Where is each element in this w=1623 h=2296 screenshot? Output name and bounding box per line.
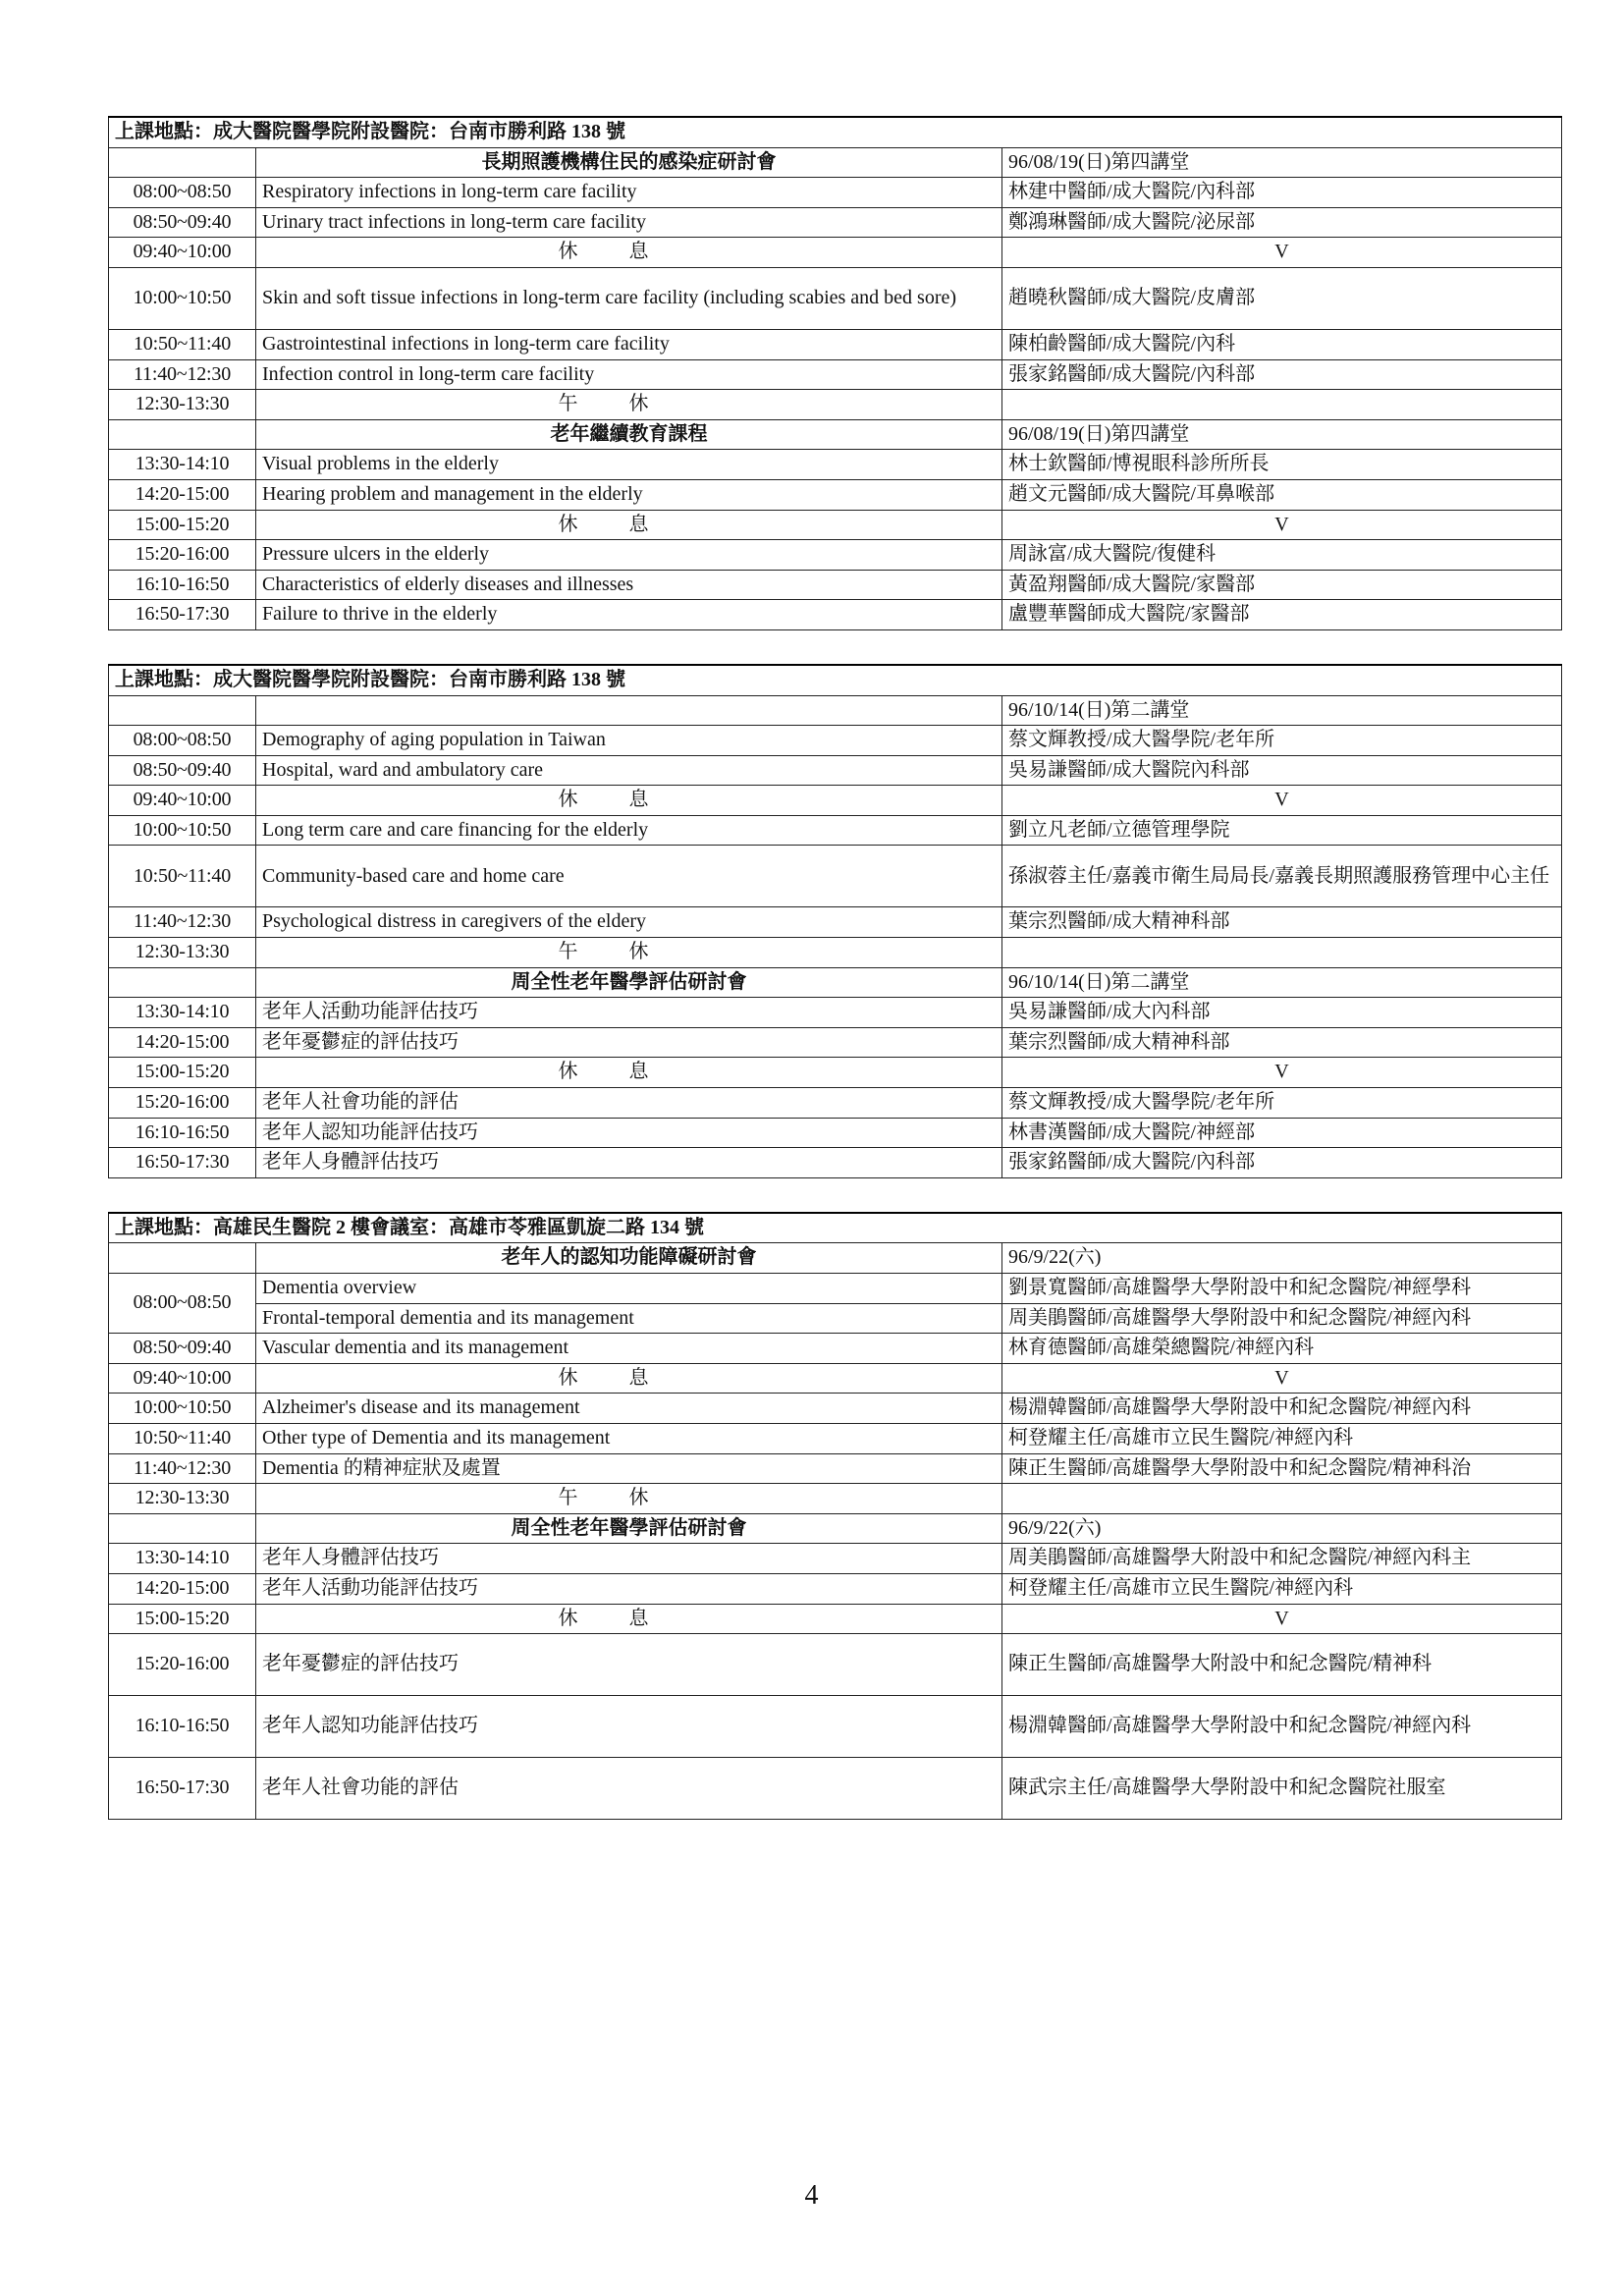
location-row xyxy=(109,665,1562,695)
section-spacer xyxy=(109,1177,1562,1213)
lecture-topic: 老年人社會功能的評估 xyxy=(256,1758,1002,1820)
time-slot: 13:30-14:10 xyxy=(109,450,256,480)
speaker-name: 周詠富/成大醫院/復健科 xyxy=(1002,540,1562,571)
session-title: 周全性老年醫學評估研討會 xyxy=(256,967,1002,998)
lecture-row xyxy=(109,1274,1562,1304)
lecture-row xyxy=(109,1696,1562,1758)
time-slot: 15:20-16:00 xyxy=(109,1088,256,1119)
lecture-topic: Hearing problem and management in the elderly xyxy=(256,479,1002,510)
break-speaker-mark xyxy=(1002,938,1562,968)
break-row xyxy=(109,1058,1562,1088)
spacer-cell xyxy=(109,1177,1562,1213)
lecture-row xyxy=(109,1544,1562,1574)
speaker-name: 陳柏齡醫師/成大醫院/內科 xyxy=(1002,329,1562,359)
speaker-name: 楊淵韓醫師/高雄醫學大學附設中和紀念醫院/神經內科 xyxy=(1002,1394,1562,1424)
lecture-topic: Gastrointestinal infections in long-term care facility xyxy=(256,329,1002,359)
speaker-name: 蔡文輝教授/成大醫學院/老年所 xyxy=(1002,726,1562,756)
break-label: 休息 xyxy=(256,1363,1002,1394)
break-speaker-mark xyxy=(1002,390,1562,420)
lecture-topic: 老年憂鬱症的評估技巧 xyxy=(256,1634,1002,1696)
section-spacer xyxy=(109,629,1562,665)
time-slot: 09:40~10:00 xyxy=(109,786,256,816)
time-slot: 15:20-16:00 xyxy=(109,540,256,571)
lecture-topic: 老年人活動功能評估技巧 xyxy=(256,1573,1002,1604)
speaker-name: 劉立凡老師/立德管理學院 xyxy=(1002,815,1562,846)
session-header-row xyxy=(109,1513,1562,1544)
lecture-topic: 老年人身體評估技巧 xyxy=(256,1544,1002,1574)
session-header-time-cell xyxy=(109,419,256,450)
lecture-row xyxy=(109,1573,1562,1604)
time-slot: 12:30-13:30 xyxy=(109,390,256,420)
lecture-topic: Frontal-temporal dementia and its management xyxy=(256,1303,1002,1334)
session-header-row xyxy=(109,419,1562,450)
time-slot: 13:30-14:10 xyxy=(109,998,256,1028)
time-slot: 08:00~08:50 xyxy=(109,726,256,756)
break-speaker-mark: V xyxy=(1002,238,1562,268)
session-header-row xyxy=(109,695,1562,726)
lecture-row xyxy=(109,540,1562,571)
session-title: 長期照護機構住民的感染症研討會 xyxy=(256,147,1002,178)
time-slot: 16:50-17:30 xyxy=(109,1758,256,1820)
lecture-row xyxy=(109,1423,1562,1453)
speaker-name: 張家銘醫師/成大醫院/內科部 xyxy=(1002,359,1562,390)
lecture-topic: Urinary tract infections in long-term care facility xyxy=(256,207,1002,238)
time-slot: 16:50-17:30 xyxy=(109,600,256,630)
break-row xyxy=(109,786,1562,816)
spacer-cell xyxy=(109,629,1562,665)
session-date: 96/08/19(日)第四講堂 xyxy=(1002,147,1562,178)
break-label: 休息 xyxy=(256,786,1002,816)
session-header-row xyxy=(109,967,1562,998)
time-slot: 10:00~10:50 xyxy=(109,815,256,846)
break-speaker-mark: V xyxy=(1002,1604,1562,1634)
break-row xyxy=(109,1484,1562,1514)
time-slot: 09:40~10:00 xyxy=(109,238,256,268)
session-date: 96/10/14(日)第二講堂 xyxy=(1002,695,1562,726)
lecture-row xyxy=(109,726,1562,756)
session-header-time-cell xyxy=(109,1513,256,1544)
time-slot: 15:00-15:20 xyxy=(109,1604,256,1634)
break-label: 午休 xyxy=(256,390,1002,420)
time-slot: 10:50~11:40 xyxy=(109,846,256,907)
time-slot: 14:20-15:00 xyxy=(109,1027,256,1058)
page-number: 4 xyxy=(804,2180,819,2211)
speaker-name: 陳正生醫師/高雄醫學大學附設中和紀念醫院/精神科治 xyxy=(1002,1453,1562,1484)
session-date: 96/10/14(日)第二講堂 xyxy=(1002,967,1562,998)
break-speaker-mark: V xyxy=(1002,510,1562,540)
lecture-topic: Demography of aging population in Taiwan xyxy=(256,726,1002,756)
lecture-row xyxy=(109,207,1562,238)
session-header-time-cell xyxy=(109,147,256,178)
lecture-topic: 老年憂鬱症的評估技巧 xyxy=(256,1027,1002,1058)
location-row xyxy=(109,117,1562,147)
speaker-name: 盧豐華醫師成大醫院/家醫部 xyxy=(1002,600,1562,630)
speaker-name: 林書漢醫師/成大醫院/神經部 xyxy=(1002,1118,1562,1148)
location-text: 上課地點：高雄民生醫院 2 樓會議室：高雄市苓雅區凱旋二路 134 號 xyxy=(109,1213,1562,1243)
lecture-row xyxy=(109,570,1562,600)
lecture-row xyxy=(109,1634,1562,1696)
lecture-topic: 老年人認知功能評估技巧 xyxy=(256,1696,1002,1758)
lecture-topic: Hospital, ward and ambulatory care xyxy=(256,755,1002,786)
lecture-topic: 老年人身體評估技巧 xyxy=(256,1148,1002,1178)
session-title: 老年人的認知功能障礙研討會 xyxy=(256,1243,1002,1274)
lecture-row xyxy=(109,998,1562,1028)
lecture-topic: Infection control in long-term care facility xyxy=(256,359,1002,390)
lecture-row xyxy=(109,178,1562,208)
lecture-topic: 老年人認知功能評估技巧 xyxy=(256,1118,1002,1148)
time-slot: 10:00~10:50 xyxy=(109,1394,256,1424)
lecture-row xyxy=(109,1148,1562,1178)
lecture-row xyxy=(109,479,1562,510)
lecture-row xyxy=(109,1394,1562,1424)
break-speaker-mark xyxy=(1002,1484,1562,1514)
lecture-row xyxy=(109,846,1562,907)
time-slot: 13:30-14:10 xyxy=(109,1544,256,1574)
time-slot: 10:00~10:50 xyxy=(109,267,256,329)
lecture-topic: Dementia overview xyxy=(256,1274,1002,1304)
lecture-topic: Skin and soft tissue infections in long-term care facility (including scabies and bed sore) xyxy=(256,267,1002,329)
lecture-topic: Alzheimer's disease and its management xyxy=(256,1394,1002,1424)
break-row xyxy=(109,1604,1562,1634)
time-slot: 08:50~09:40 xyxy=(109,207,256,238)
speaker-name: 楊淵韓醫師/高雄醫學大學附設中和紀念醫院/神經內科 xyxy=(1002,1696,1562,1758)
time-slot: 15:00-15:20 xyxy=(109,510,256,540)
speaker-name: 林建中醫師/成大醫院/內科部 xyxy=(1002,178,1562,208)
time-slot: 12:30-13:30 xyxy=(109,938,256,968)
time-slot: 09:40~10:00 xyxy=(109,1363,256,1394)
time-slot: 11:40~12:30 xyxy=(109,1453,256,1484)
break-row xyxy=(109,390,1562,420)
time-slot: 08:50~09:40 xyxy=(109,1334,256,1364)
session-date: 96/9/22(六) xyxy=(1002,1243,1562,1274)
time-slot: 14:20-15:00 xyxy=(109,479,256,510)
lecture-topic: 老年人活動功能評估技巧 xyxy=(256,998,1002,1028)
session-title xyxy=(256,695,1002,726)
time-slot: 16:10-16:50 xyxy=(109,1118,256,1148)
time-slot: 12:30-13:30 xyxy=(109,1484,256,1514)
speaker-name: 柯登耀主任/高雄市立民生醫院/神經內科 xyxy=(1002,1573,1562,1604)
time-slot: 10:50~11:40 xyxy=(109,329,256,359)
course-schedule-table xyxy=(108,116,1562,1820)
location-text: 上課地點：成大醫院醫學院附設醫院：台南市勝利路 138 號 xyxy=(109,665,1562,695)
time-slot: 08:50~09:40 xyxy=(109,755,256,786)
lecture-row xyxy=(109,755,1562,786)
speaker-name: 葉宗烈醫師/成大精神科部 xyxy=(1002,907,1562,938)
lecture-row xyxy=(109,450,1562,480)
lecture-topic: Long term care and care financing for the elderly xyxy=(256,815,1002,846)
time-slot: 08:00~08:50 xyxy=(109,1274,256,1334)
break-label: 午休 xyxy=(256,938,1002,968)
speaker-name: 劉景寬醫師/高雄醫學大學附設中和紀念醫院/神經學科 xyxy=(1002,1274,1562,1304)
speaker-name: 陳正生醫師/高雄醫學大附設中和紀念醫院/精神科 xyxy=(1002,1634,1562,1696)
schedule-document xyxy=(108,116,1561,1820)
time-slot: 14:20-15:00 xyxy=(109,1573,256,1604)
time-slot: 16:10-16:50 xyxy=(109,570,256,600)
break-label: 午休 xyxy=(256,1484,1002,1514)
session-title: 老年繼續教育課程 xyxy=(256,419,1002,450)
break-speaker-mark: V xyxy=(1002,1363,1562,1394)
speaker-name: 林士欽醫師/博視眼科診所所長 xyxy=(1002,450,1562,480)
time-slot: 11:40~12:30 xyxy=(109,907,256,938)
time-slot: 15:20-16:00 xyxy=(109,1634,256,1696)
location-row xyxy=(109,1213,1562,1243)
time-slot: 08:00~08:50 xyxy=(109,178,256,208)
speaker-name: 葉宗烈醫師/成大精神科部 xyxy=(1002,1027,1562,1058)
lecture-row xyxy=(109,1334,1562,1364)
lecture-topic: Respiratory infections in long-term care facility xyxy=(256,178,1002,208)
break-label: 休息 xyxy=(256,238,1002,268)
break-label: 休息 xyxy=(256,1058,1002,1088)
break-row xyxy=(109,1363,1562,1394)
speaker-name: 吳易謙醫師/成大內科部 xyxy=(1002,998,1562,1028)
speaker-name: 趙文元醫師/成大醫院/耳鼻喉部 xyxy=(1002,479,1562,510)
speaker-name: 林育德醫師/高雄榮總醫院/神經內科 xyxy=(1002,1334,1562,1364)
time-slot: 16:50-17:30 xyxy=(109,1148,256,1178)
session-header-time-cell xyxy=(109,1243,256,1274)
lecture-topic: Visual problems in the elderly xyxy=(256,450,1002,480)
lecture-row xyxy=(109,359,1562,390)
time-slot: 10:50~11:40 xyxy=(109,1423,256,1453)
lecture-row xyxy=(109,1027,1562,1058)
lecture-topic: Vascular dementia and its management xyxy=(256,1334,1002,1364)
lecture-topic: Other type of Dementia and its management xyxy=(256,1423,1002,1453)
time-slot: 11:40~12:30 xyxy=(109,359,256,390)
speaker-name: 黃盈翔醫師/成大醫院/家醫部 xyxy=(1002,570,1562,600)
lecture-row xyxy=(109,1118,1562,1148)
lecture-topic: 老年人社會功能的評估 xyxy=(256,1088,1002,1119)
lecture-row xyxy=(109,1303,1562,1334)
speaker-name: 趙曉秋醫師/成大醫院/皮膚部 xyxy=(1002,267,1562,329)
lecture-topic: Dementia 的精神症狀及處置 xyxy=(256,1453,1002,1484)
time-slot: 15:00-15:20 xyxy=(109,1058,256,1088)
break-row xyxy=(109,938,1562,968)
session-header-time-cell xyxy=(109,695,256,726)
speaker-name: 柯登耀主任/高雄市立民生醫院/神經內科 xyxy=(1002,1423,1562,1453)
speaker-name: 吳易謙醫師/成大醫院內科部 xyxy=(1002,755,1562,786)
lecture-row xyxy=(109,1758,1562,1820)
lecture-topic: Failure to thrive in the elderly xyxy=(256,600,1002,630)
break-label: 休息 xyxy=(256,1604,1002,1634)
break-label: 休息 xyxy=(256,510,1002,540)
lecture-row xyxy=(109,815,1562,846)
speaker-name: 周美鵑醫師/高雄醫學大學附設中和紀念醫院/神經內科 xyxy=(1002,1303,1562,1334)
lecture-topic: Community-based care and home care xyxy=(256,846,1002,907)
session-header-row xyxy=(109,147,1562,178)
speaker-name: 周美鵑醫師/高雄醫學大附設中和紀念醫院/神經內科主 xyxy=(1002,1544,1562,1574)
lecture-row xyxy=(109,267,1562,329)
speaker-name: 蔡文輝教授/成大醫學院/老年所 xyxy=(1002,1088,1562,1119)
lecture-row xyxy=(109,907,1562,938)
location-text: 上課地點：成大醫院醫學院附設醫院：台南市勝利路 138 號 xyxy=(109,117,1562,147)
speaker-name: 陳武宗主任/高雄醫學大學附設中和紀念醫院社服室 xyxy=(1002,1758,1562,1820)
lecture-row xyxy=(109,1088,1562,1119)
lecture-row xyxy=(109,329,1562,359)
lecture-topic: Pressure ulcers in the elderly xyxy=(256,540,1002,571)
break-speaker-mark: V xyxy=(1002,1058,1562,1088)
break-speaker-mark: V xyxy=(1002,786,1562,816)
session-header-time-cell xyxy=(109,967,256,998)
speaker-name: 孫淑蓉主任/嘉義市衛生局局長/嘉義長期照護服務管理中心主任 xyxy=(1002,846,1562,907)
session-title: 周全性老年醫學評估研討會 xyxy=(256,1513,1002,1544)
break-row xyxy=(109,238,1562,268)
session-date: 96/08/19(日)第四講堂 xyxy=(1002,419,1562,450)
lecture-row xyxy=(109,600,1562,630)
lecture-topic: Characteristics of elderly diseases and illnesses xyxy=(256,570,1002,600)
lecture-topic: Psychological distress in caregivers of the eldery xyxy=(256,907,1002,938)
speaker-name: 張家銘醫師/成大醫院/內科部 xyxy=(1002,1148,1562,1178)
schedule-body xyxy=(109,117,1562,1820)
session-header-row xyxy=(109,1243,1562,1274)
speaker-name: 鄭鴻琳醫師/成大醫院/泌尿部 xyxy=(1002,207,1562,238)
lecture-row xyxy=(109,1453,1562,1484)
break-row xyxy=(109,510,1562,540)
session-date: 96/9/22(六) xyxy=(1002,1513,1562,1544)
time-slot: 16:10-16:50 xyxy=(109,1696,256,1758)
